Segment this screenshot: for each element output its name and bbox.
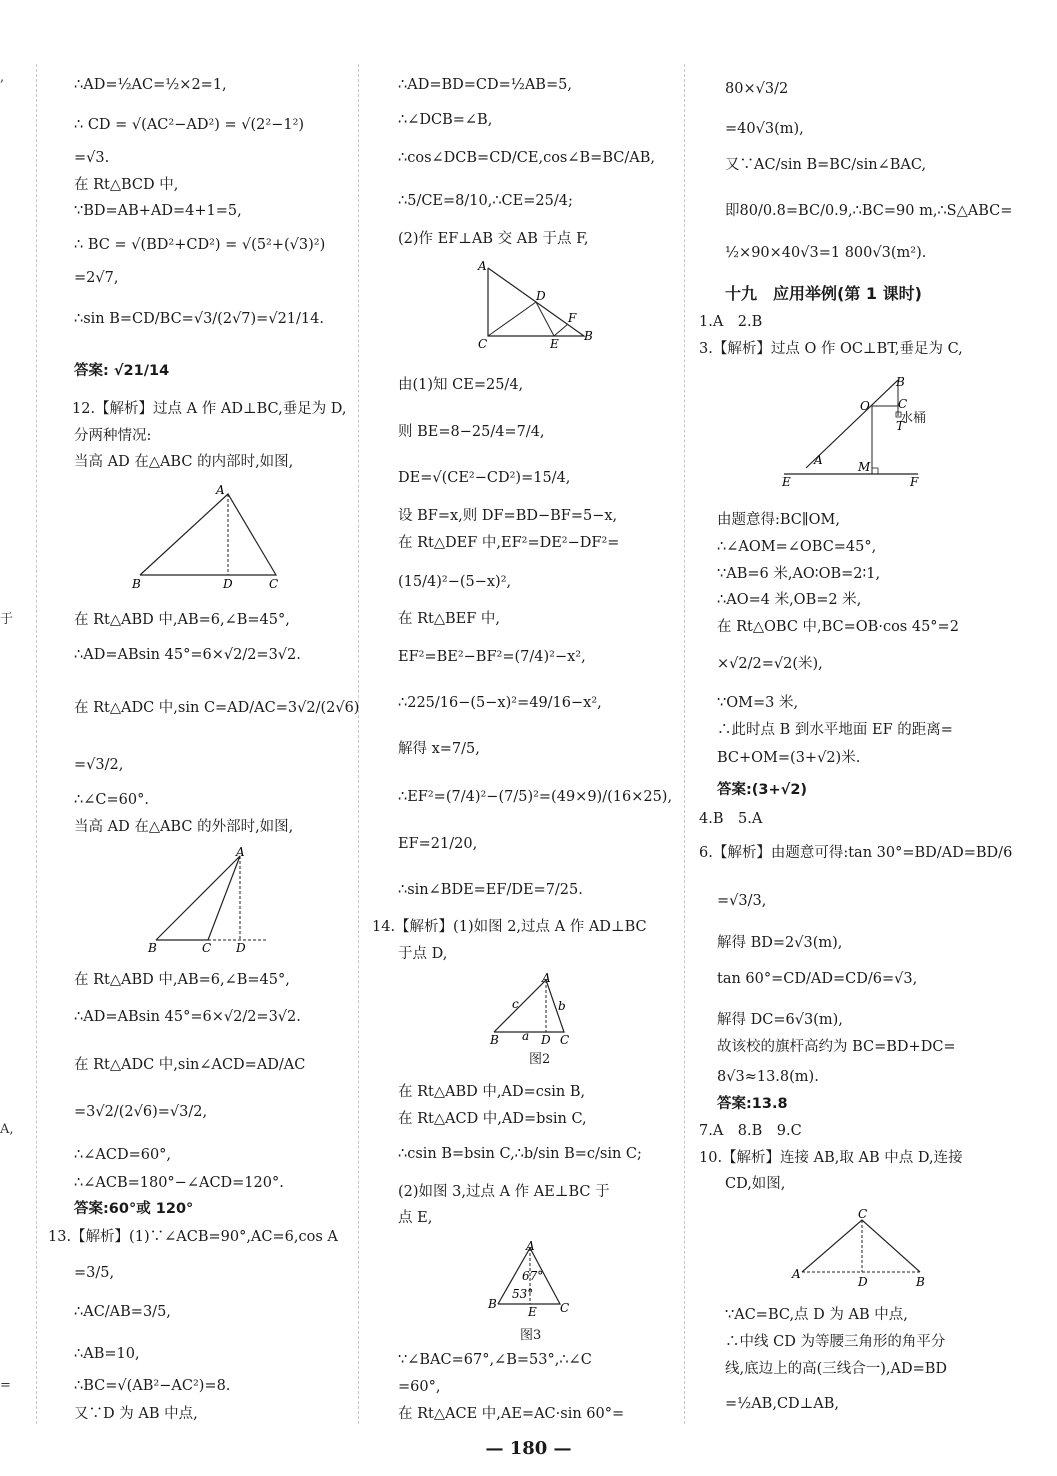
svg-text:D: D (236, 941, 246, 955)
text-line: 在 Rt△BEF 中, (398, 611, 501, 627)
text-line: EF=21/20, (398, 836, 478, 852)
text-line: 在 Rt△DEF 中,EF²=DE²−DF²= (398, 535, 620, 551)
text-line: EF²=BE²−BF²=(7/4)²−x², (398, 649, 586, 665)
text-line: ∴ BC = √(BD²+CD²) = √(5²+(√3)²) (74, 237, 326, 253)
text-line: 在 Rt△ABD 中,AD=csin B, (398, 1084, 586, 1100)
text-line: 当高 AD 在△ABC 的外部时,如图, (74, 819, 294, 835)
text-line: CD,如图, (725, 1176, 786, 1192)
text-line: ∴∠ACB=180°−∠ACD=120°. (74, 1175, 284, 1191)
text-line: ∴AD=BD=CD=½AB=5, (398, 77, 572, 93)
text-line: ∵AB=6 米,AO∶OB=2∶1, (717, 566, 881, 582)
figure-isosceles-triangle (790, 1206, 930, 1292)
column-divider (358, 64, 359, 1424)
text-line: ∴∠DCB=∠B, (398, 112, 493, 128)
answer: 答案:(3+√2) (717, 782, 808, 798)
svg-text:E: E (528, 1305, 537, 1319)
text-line: ×√2/2=√2(米), (717, 656, 823, 672)
figure-triangle-external-altitude (144, 844, 274, 956)
text-line: ∴BC=√(AB²−AC²)=8. (74, 1378, 231, 1394)
text-line: 分两种情况: (74, 428, 152, 444)
text-line: 解得 DC=6√3(m), (717, 1012, 843, 1028)
answer: 答案:13.8 (717, 1096, 788, 1112)
text-line: BC+OM=(3+√2)米. (717, 750, 861, 766)
text-line: =3√2/(2√6)=√3/2, (74, 1104, 208, 1120)
text-line: (2)如图 3,过点 A 作 AE⊥BC 于 (398, 1184, 610, 1200)
edge-mark: A, (0, 1122, 14, 1137)
svg-text:53°: 53° (512, 1287, 534, 1301)
text-line: =½AB,CD⊥AB, (725, 1396, 840, 1412)
text-line: ∴∠C=60°. (74, 792, 149, 808)
svg-text:E: E (550, 337, 559, 351)
svg-text:A: A (526, 1240, 535, 1253)
svg-text:C: C (560, 1301, 570, 1315)
text-line: 在 Rt△ADC 中,sin C=AD/AC=3√2/(2√6) (74, 700, 360, 716)
text-line: 由题意得:BC∥OM, (717, 512, 840, 528)
text-line: 线,底边上的高(三线合一),AD=BD (725, 1361, 948, 1377)
text-line: 由(1)知 CE=25/4, (398, 377, 524, 393)
text-line: 在 Rt△ACD 中,AD=bsin C, (398, 1111, 587, 1127)
text-line: ∴AD=ABsin 45°=6×√2/2=3√2. (74, 647, 301, 663)
text-line: ∴AC/AB=3/5, (74, 1304, 171, 1320)
text-line: =3/5, (74, 1265, 115, 1281)
svg-text:D: D (541, 1033, 551, 1047)
svg-text:C: C (858, 1207, 868, 1221)
text-line: 故该校的旗杆高约为 BC=BD+DC= (717, 1039, 956, 1055)
svg-text:B: B (916, 1275, 925, 1289)
text-line: DE=√(CE²−CD²)=15/4, (398, 470, 571, 486)
problem-6: 6.【解析】由题意可得:tan 30°=BD/AD=BD/6 (699, 845, 1013, 861)
svg-text:C: C (898, 397, 908, 411)
text-line: 在 Rt△ABD 中,AB=6,∠B=45°, (74, 972, 290, 988)
text-line: 点 E, (398, 1210, 433, 1226)
text-line: 解得 BD=2√3(m), (717, 935, 843, 951)
text-line: ∴EF²=(7/4)²−(7/5)²=(49×9)/(16×25), (398, 789, 673, 805)
text-line: 7.A 8.B 9.C (699, 1123, 802, 1139)
text-line: 在 Rt△ACE 中,AE=AC·sin 60°= (398, 1406, 625, 1422)
figure-3-caption: 图3 (520, 1328, 542, 1343)
text-line: ∵∠BAC=67°,∠B=53°,∴∠C (398, 1352, 592, 1368)
svg-text:A: A (236, 845, 245, 859)
svg-text:A: A (542, 972, 551, 985)
svg-text:C: C (202, 941, 212, 955)
edge-mark: = (0, 1378, 11, 1393)
svg-text:A: A (216, 483, 225, 497)
text-line: ∴5/CE=8/10,∴CE=25/4; (398, 193, 573, 209)
svg-text:67°: 67° (522, 1269, 544, 1283)
svg-text:D: D (223, 577, 233, 591)
svg-text:B: B (148, 941, 157, 955)
text-line: ∴cos∠DCB=CD/CE,cos∠B=BC/AB, (398, 150, 655, 166)
svg-text:c: c (512, 997, 519, 1011)
text-line: =40√3(m), (725, 121, 804, 137)
svg-text:B: B (896, 375, 905, 389)
svg-text:T: T (896, 419, 905, 433)
svg-text:A: A (814, 453, 823, 467)
text-line: ∴此时点 B 到水平地面 EF 的距离= (717, 722, 953, 738)
svg-text:a: a (522, 1029, 530, 1043)
problem-14: 14.【解析】(1)如图 2,过点 A 作 AD⊥BC (372, 919, 647, 935)
svg-text:B: B (132, 577, 141, 591)
svg-text:C: C (478, 337, 488, 351)
svg-text:B: B (488, 1297, 497, 1311)
edge-mark: 于 (0, 612, 14, 627)
text-line: =60°, (398, 1379, 441, 1395)
text-line: ∵OM=3 米, (717, 695, 799, 711)
svg-text:F: F (910, 475, 919, 489)
text-line: ∴AD=ABsin 45°=6×√2/2=3√2. (74, 1009, 301, 1025)
text-line: (15/4)²−(5−x)², (398, 574, 512, 590)
problem-3: 3.【解析】过点 O 作 OC⊥BT,垂足为 C, (699, 341, 963, 357)
svg-text:C: C (560, 1033, 570, 1047)
text-line: ∴∠ACD=60°, (74, 1147, 172, 1163)
text-line: ∴sin∠BDE=EF/DE=7/25. (398, 882, 583, 898)
answer: 答案: √21/14 (74, 363, 170, 379)
text-line: 8√3≈13.8(m). (717, 1069, 819, 1085)
text-line: ∴ CD = √(AC²−AD²) = √(2²−1²) (74, 117, 305, 133)
text-line: ∴sin B=CD/BC=√3/(2√7)=√21/14. (74, 311, 324, 327)
svg-text:B: B (584, 329, 593, 343)
svg-text:C: C (269, 577, 279, 591)
text-line: 4.B 5.A (699, 811, 763, 827)
text-line: =√3/3, (717, 893, 767, 909)
svg-text:E: E (782, 475, 791, 489)
section-title: 十九 应用举例(第 1 课时) (725, 284, 922, 303)
text-line: 即80/0.8=BC/0.9,∴BC=90 m,∴S△ABC= (725, 203, 1013, 219)
svg-text:b: b (558, 999, 566, 1013)
column-divider (684, 64, 685, 1424)
column-divider (36, 64, 37, 1424)
text-line: ∴中线 CD 为等腰三角形的角平分 (725, 1334, 946, 1350)
figure-triangle-internal-altitude (128, 480, 288, 592)
figure-3 (484, 1240, 584, 1320)
svg-text:A: A (478, 259, 487, 273)
text-line: 在 Rt△ADC 中,sin∠ACD=AD/AC (74, 1057, 306, 1073)
answer: 答案:60°或 120° (74, 1201, 194, 1217)
figure-right-triangle-def (474, 258, 604, 352)
text-line: 当高 AD 在△ABC 的内部时,如图, (74, 454, 294, 470)
text-line: 于点 D, (398, 946, 448, 962)
text-line: =√3. (74, 150, 110, 166)
text-line: 又∵D 为 AB 中点, (74, 1406, 198, 1422)
svg-text:D: D (536, 289, 546, 303)
text-line: 在 Rt△ABD 中,AB=6,∠B=45°, (74, 612, 290, 628)
text-line: 80×√3/2 (725, 81, 789, 97)
text-line: 在 Rt△OBC 中,BC=OB·cos 45°=2 (717, 619, 959, 635)
svg-text:F: F (568, 311, 577, 325)
text-line: 设 BF=x,则 DF=BD−BF=5−x, (398, 508, 618, 524)
svg-text:O: O (860, 399, 870, 413)
figure-water-bucket (776, 372, 936, 492)
text-line: ∵AC=BC,点 D 为 AB 中点, (725, 1307, 908, 1323)
text-line: ½×90×40√3=1 800√3(m²). (725, 245, 927, 261)
text-line: ∴225/16−(5−x)²=49/16−x², (398, 695, 602, 711)
figure-2-caption: 图2 (529, 1052, 551, 1067)
text-line: ∴AB=10, (74, 1346, 140, 1362)
page-number: — 180 — (485, 1438, 572, 1459)
text-line: ∵BD=AB+AD=4+1=5, (74, 203, 242, 219)
text-line: ∴AO=4 米,OB=2 米, (717, 592, 862, 608)
problem-12: 12.【解析】过点 A 作 AD⊥BC,垂足为 D, (72, 401, 347, 417)
text-line: =√3/2, (74, 757, 124, 773)
text-line: 又∵AC/sin B=BC/sin∠BAC, (725, 157, 927, 173)
text-line: ∴∠AOM=∠OBC=45°, (717, 539, 877, 555)
text-line: (2)作 EF⊥AB 交 AB 于点 F, (398, 231, 589, 247)
svg-text:M: M (858, 460, 871, 474)
svg-text:D: D (858, 1275, 868, 1289)
text-line: tan 60°=CD/AD=CD/6=√3, (717, 971, 918, 987)
edge-mark: , (0, 70, 5, 85)
text-line: ∴AD=½AC=½×2=1, (74, 77, 227, 93)
water-bucket-label: 水桶 (900, 411, 927, 426)
text-line: 解得 x=7/5, (398, 741, 480, 757)
text-line: 在 Rt△BCD 中, (74, 177, 179, 193)
text-line: 则 BE=8−25/4=7/4, (398, 424, 545, 440)
svg-text:A: A (792, 1267, 801, 1281)
problem-13: 13.【解析】(1)∵∠ACB=90°,AC=6,cos A (48, 1229, 338, 1245)
text-line: =2√7, (74, 270, 119, 286)
problem-10: 10.【解析】连接 AB,取 AB 中点 D,连接 (699, 1150, 963, 1166)
text-line: ∴csin B=bsin C,∴b/sin B=c/sin C; (398, 1146, 642, 1162)
text-line: 1.A 2.B (699, 314, 763, 330)
svg-text:B: B (490, 1033, 499, 1047)
